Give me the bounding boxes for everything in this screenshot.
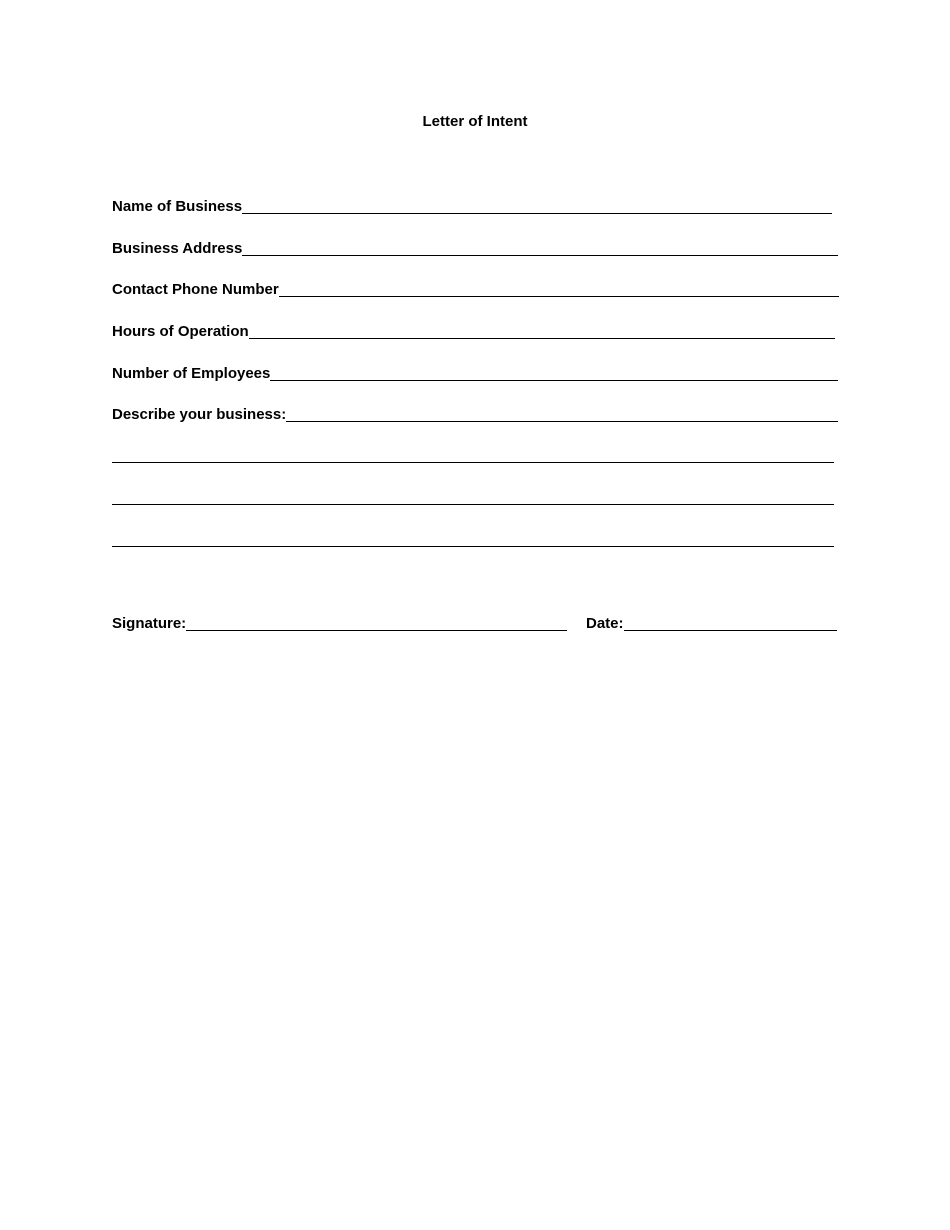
- describe-business-label: Describe your business:: [112, 406, 287, 423]
- business-address-label: Business Address: [112, 240, 243, 257]
- business-address-field[interactable]: [112, 238, 838, 258]
- date-line[interactable]: [624, 630, 837, 631]
- date-label: Date:: [586, 615, 624, 632]
- document-title: Letter of Intent: [422, 113, 528, 130]
- number-of-employees-label: Number of Employees: [112, 365, 271, 382]
- number-of-employees-field[interactable]: [112, 363, 838, 383]
- signature-field[interactable]: [112, 613, 567, 633]
- signature-line[interactable]: [186, 630, 567, 631]
- signature-label: Signature:: [112, 615, 187, 632]
- describe-business-line[interactable]: [286, 421, 838, 422]
- hours-of-operation-line[interactable]: [249, 338, 835, 339]
- hours-of-operation-field[interactable]: [112, 321, 835, 341]
- describe-business-field[interactable]: [112, 404, 838, 424]
- contact-phone-number-line[interactable]: [279, 296, 839, 297]
- number-of-employees-line[interactable]: [270, 380, 838, 381]
- hours-of-operation-label: Hours of Operation: [112, 323, 249, 340]
- describe-business-blank-line-1[interactable]: [112, 462, 834, 463]
- name-of-business-line[interactable]: [242, 213, 832, 214]
- contact-phone-number-field[interactable]: [112, 279, 839, 299]
- describe-business-blank-line-3[interactable]: [112, 546, 834, 547]
- business-address-line[interactable]: [242, 255, 838, 256]
- contact-phone-number-label: Contact Phone Number: [112, 281, 279, 298]
- name-of-business-label: Name of Business: [112, 198, 243, 215]
- name-of-business-field[interactable]: [112, 196, 832, 216]
- date-field[interactable]: [586, 613, 837, 633]
- describe-business-blank-line-2[interactable]: [112, 504, 834, 505]
